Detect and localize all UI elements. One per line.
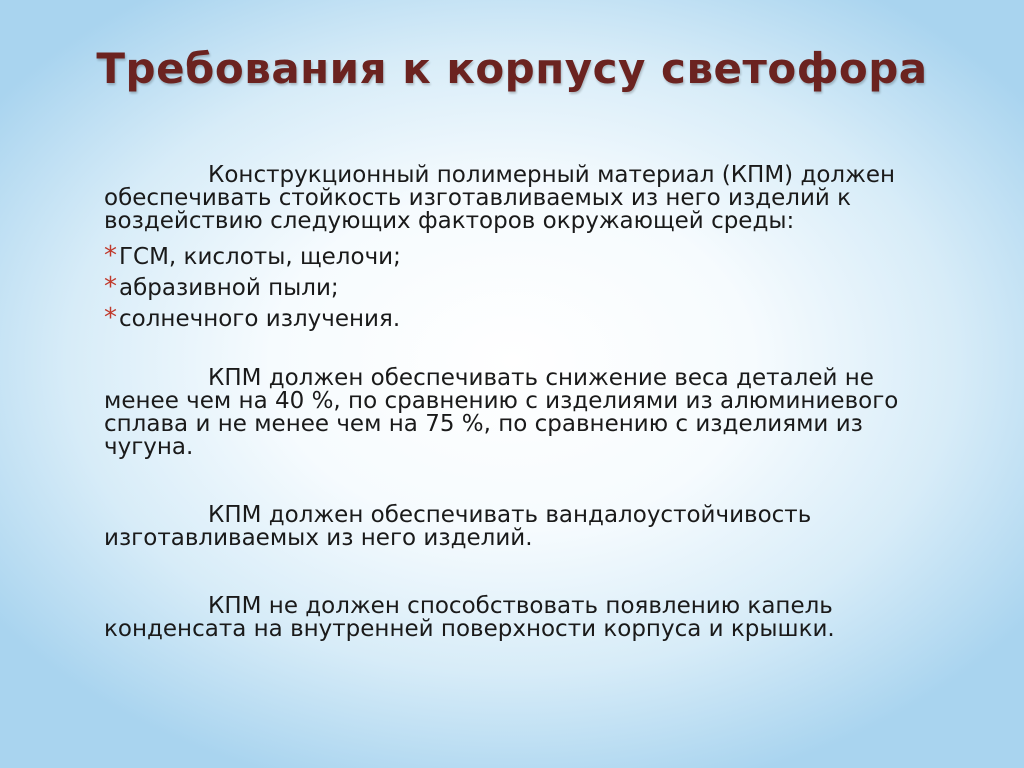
intro-paragraph: Конструкционный полимерный материал (КПМ) должен обеспечивать стойкость изготавливаемых из него изделий к воздействию следующих факторов окружающей среды:	[104, 162, 896, 234]
list-item-label: абразивной пыли;	[119, 275, 339, 301]
list-item-label: солнечного излучения.	[119, 306, 401, 332]
list-item	[104, 241, 904, 271]
slide-content	[104, 164, 904, 641]
asterisk-icon: *	[104, 303, 117, 333]
asterisk-icon: *	[104, 272, 117, 302]
list-item-label: ГСМ, кислоты, щелочи;	[119, 244, 401, 270]
list-item	[104, 272, 904, 302]
asterisk-icon: *	[104, 241, 117, 271]
slide-title: Требования к корпусу светофора	[96, 44, 928, 93]
condensate-paragraph: КПМ не должен способствовать появлению капель конденсата на внутренней поверхности корпуса и крышки.	[104, 593, 835, 642]
weight-paragraph: КПМ должен обеспечивать снижение веса деталей не менее чем на 40 %, по сравнению с изделиями из алюминиевого сплава и не менее чем на 75 %, по сравнению с изделиями из чугуна.	[104, 365, 899, 460]
factor-list	[104, 241, 904, 333]
list-item	[104, 303, 904, 333]
vandal-paragraph: КПМ должен обеспечивать вандалоустойчивость изготавливаемых из него изделий.	[104, 502, 812, 551]
